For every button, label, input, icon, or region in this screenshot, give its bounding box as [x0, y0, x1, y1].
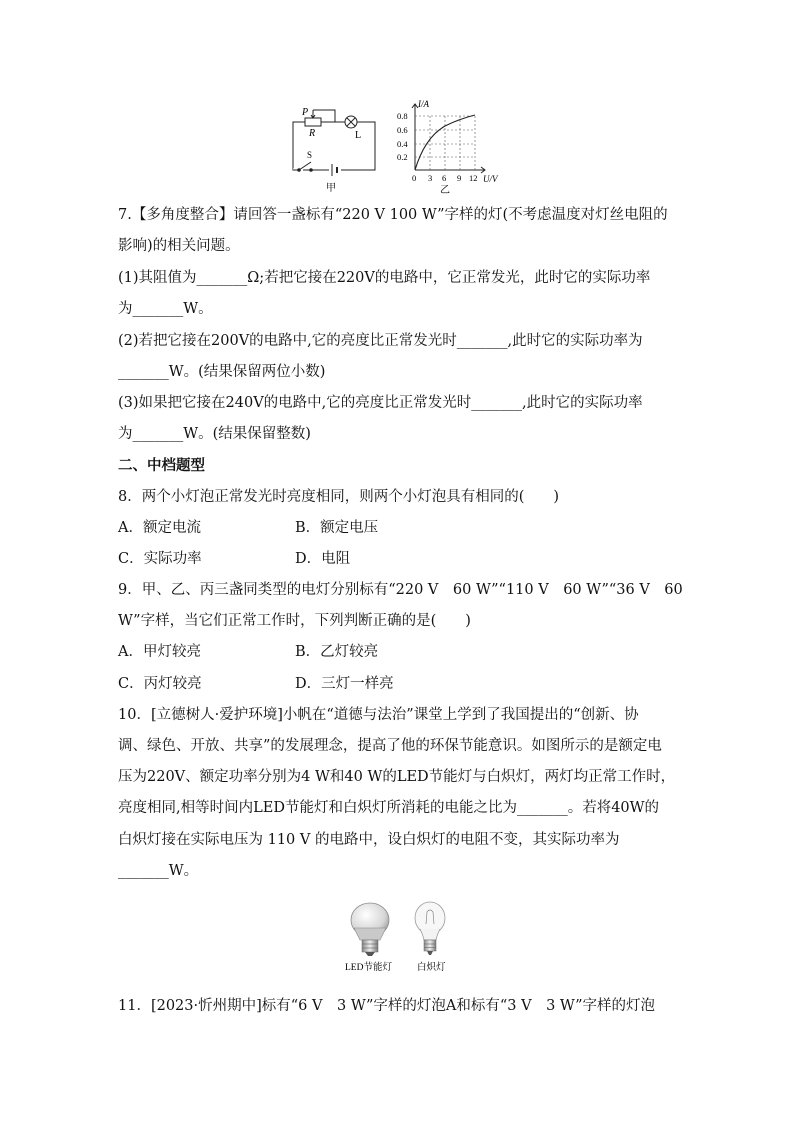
- q10-line4: 亮度相同,相等时间内LED节能灯和白炽灯所消耗的电能之比为_______。若将40W的: [118, 800, 660, 816]
- incandescent-bulb-caption: 白炽灯: [417, 963, 446, 973]
- graph-y-tick-2: 0.6: [397, 125, 408, 135]
- led-bulb-icon: [351, 903, 389, 956]
- q9-option-a[interactable]: A．甲灯较亮: [118, 644, 201, 660]
- q9-stem-line1: 9．甲、乙、丙三盏同类型的电灯分别标有“220 V 60 W”“110 V 60 W”“36 V 60: [118, 582, 683, 598]
- q9-option-c[interactable]: C．丙灯较亮: [118, 676, 202, 692]
- graph-y-tick-1: 0.8: [397, 111, 408, 121]
- q8-option-a[interactable]: A．额定电流: [118, 520, 201, 536]
- q11-line1: 11．[2023·忻州期中]标有“6 V 3 W”字样的灯泡A和标有“3 V 3 W”字样的灯泡: [118, 998, 656, 1014]
- q8-option-d[interactable]: D．电阻: [295, 551, 351, 567]
- q10-line6: _______W。: [118, 863, 199, 879]
- q9-options-row1: [118, 642, 678, 662]
- q9-option-b[interactable]: B．乙灯较亮: [295, 644, 379, 660]
- switch-symbol: [299, 162, 311, 170]
- label-P: P: [302, 107, 309, 118]
- label-R: R: [309, 128, 316, 139]
- graph-x-axis-label: U/V: [483, 174, 498, 184]
- section-heading: 二、中档题型: [118, 457, 205, 474]
- q7-part1-line1: (1)其阻值为_______Ω;若把它接在220V的电路中，它正常发光，此时它的实际功率: [118, 270, 651, 286]
- q10-line5: 白炽灯接在实际电压为 110 V 的电路中，设白炽灯的电阻不变，其实际功率为: [118, 832, 620, 848]
- graph-y-axis-label: I/A: [418, 99, 429, 109]
- graph-y-tick-4: 0.2: [397, 152, 408, 162]
- circuit-diagram: [293, 110, 375, 176]
- q7-part3-line1: (3)如果把它接在240V的电路中,它的亮度比正常发光时_______,此时它的实际功率: [118, 395, 643, 411]
- q10-line3: 压为220V、额定功率分别为4 W和40 W的LED节能灯与白炽灯，两灯均正常工作时，: [118, 769, 676, 785]
- graph-y-tick-3: 0.4: [397, 139, 408, 149]
- graph-x-tick-3: 6: [442, 173, 447, 183]
- circuit-and-graph-figure: [285, 98, 505, 194]
- led-bulb-caption: LED节能灯: [345, 963, 392, 973]
- graph-x-tick-1: 0: [412, 173, 417, 183]
- label-L: L: [355, 130, 362, 141]
- incandescent-bulb-icon: [415, 902, 445, 955]
- label-S: S: [307, 150, 313, 160]
- q9-stem-line2: W”字样，当它们正常工作时，下列判断正确的是( ): [118, 613, 471, 629]
- q8-stem: 8．两个小灯泡正常发光时亮度相同，则两个小灯泡具有相同的( ): [118, 489, 560, 505]
- q7-part2-line2: _______W。(结果保留两位小数): [118, 364, 326, 380]
- rheostat-symbol: [305, 118, 321, 126]
- q9-options-row2: [118, 674, 678, 694]
- iu-graph: [412, 104, 485, 173]
- circuit-caption: 甲: [326, 183, 336, 194]
- q7-part2-line1: (2)若把它接在200V的电路中,它的亮度比正常发光时_______,此时它的实际功率为: [118, 333, 643, 349]
- q8-option-c[interactable]: C．实际功率: [118, 551, 202, 567]
- q10-line1: 10．[立德树人·爱护环境]小帆在“道德与法治”课堂上学到了我国提出的“创新、协: [118, 707, 639, 723]
- q7-stem-line1: 7.【多角度整合】请回答一盏标有“220 V 100 W”字样的灯(不考虑温度对灯丝电阻的: [118, 207, 668, 223]
- graph-x-tick-2: 3: [428, 173, 433, 183]
- q8-options-row2: [118, 549, 678, 569]
- q10-line2: 调、绿色、开放、共享”的发展理念，提高了他的环保节能意识。如图所示的是额定电: [118, 738, 662, 754]
- graph-x-tick-5: 12: [469, 173, 478, 183]
- graph-caption: 乙: [440, 185, 450, 194]
- graph-x-tick-4: 9: [457, 173, 462, 183]
- q8-options-row1: [118, 518, 678, 538]
- q7-part1-line2: 为_______W。: [118, 301, 213, 317]
- q8-option-b[interactable]: B．额定电压: [295, 520, 379, 536]
- q7-part3-line2: 为_______W。(结果保留整数): [118, 426, 311, 442]
- q9-option-d[interactable]: D．三灯一样亮: [295, 676, 394, 692]
- q7-stem-line2: 影响)的相关问题。: [118, 238, 240, 254]
- bulbs-figure: [340, 898, 460, 978]
